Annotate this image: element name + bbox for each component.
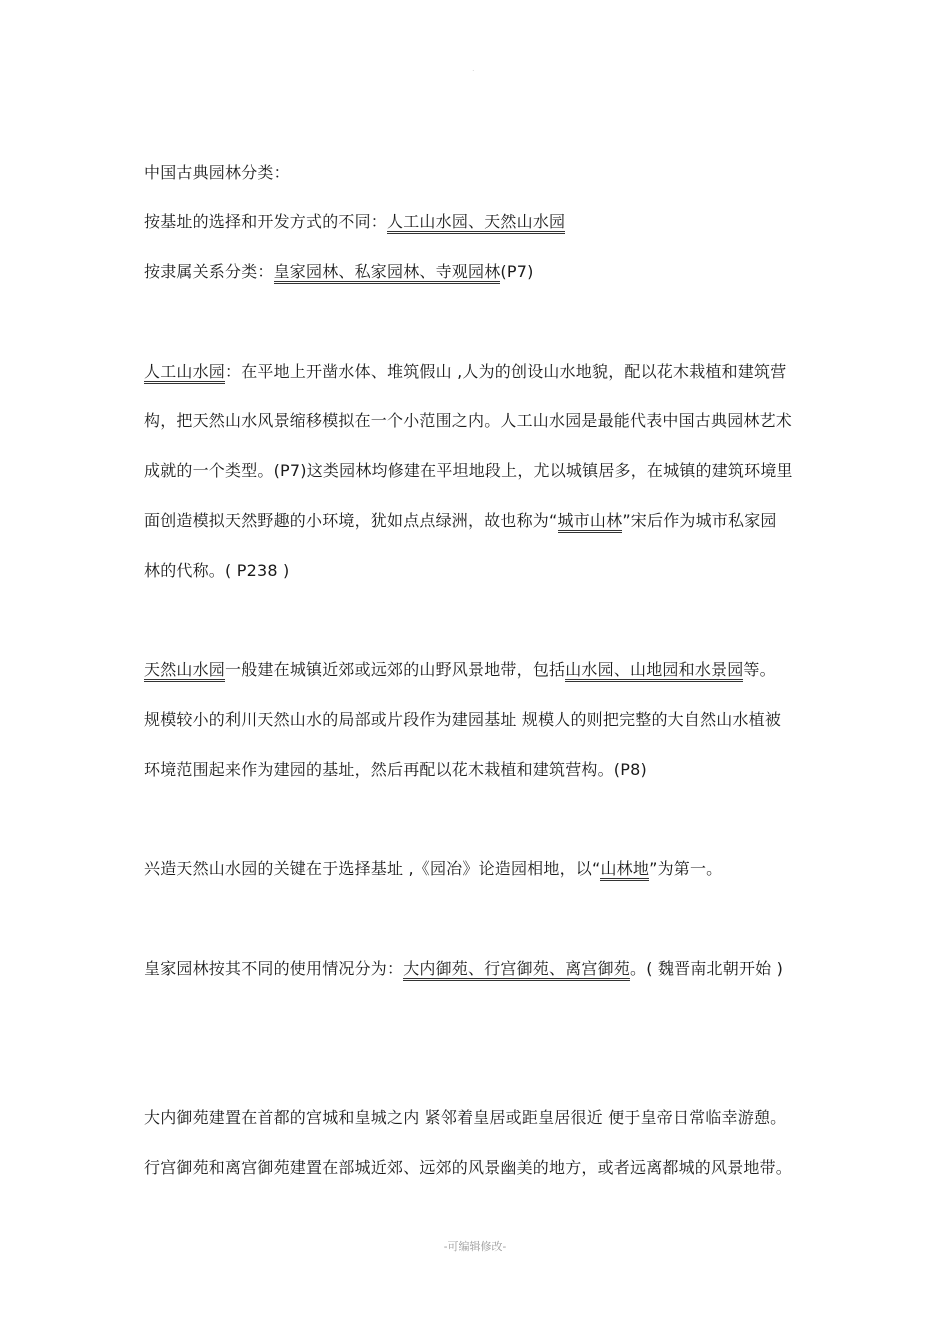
underlined-term: 城市山林 <box>558 511 623 533</box>
underlined-term: 山林地 <box>600 859 649 881</box>
text-span: 一般建在城镇近郊或远郊的山野风景地带，包括 <box>225 660 566 679</box>
text-span: 兴造天然山水园的关键在于选择基址 ,《园冶》论造园相地，以“ <box>144 859 601 878</box>
text-span: 面创造模拟天然野趣的小环境，犹如点点绿洲，故也称为“ <box>144 511 558 530</box>
text-span: ：在平地上开凿水体、堆筑假山 ,人为的创设山水地貌，配以花木栽植和建筑营 <box>225 362 787 381</box>
paragraph-site-selection <box>144 858 814 880</box>
paragraph-royal-gardens <box>144 958 814 980</box>
underlined-term: 人工山水园 <box>144 362 225 384</box>
text-line <box>144 510 814 532</box>
underlined-term: 皇家园林、私家园林、寺观园林 <box>274 262 501 284</box>
underlined-term: 大内御苑、行宫御苑、离宫御苑 <box>403 959 630 981</box>
classification-prefix: 按隶属关系分类： <box>144 262 274 281</box>
paragraph-palace-garden: 行宫御苑和离宫御苑建置在部城近郊、远郊的风景幽美的地方，或者远离都城的风景地带。 <box>144 1158 793 1177</box>
text-span: ”为第一。 <box>649 859 723 878</box>
text-span: 皇家园林按其不同的使用情况分为： <box>144 959 404 978</box>
classification-prefix: 按基址的选择和开发方式的不同： <box>144 212 388 231</box>
text-line: 环境范围起来作为建园的基址，然后再配以花木栽植和建筑营构。(P8) <box>144 760 647 779</box>
classification-by-owner <box>144 261 814 283</box>
text-span: ”宋后作为城市私家园 <box>622 511 777 530</box>
text-line <box>144 361 814 383</box>
underlined-term: 人工山水园、天然山水园 <box>387 212 565 234</box>
underlined-term: 山水园、山地园和水景园 <box>565 660 743 682</box>
text-span: 等。 <box>743 660 776 679</box>
paragraph-inner-garden: 大内御苑建置在首都的宫城和皇城之内 紧邻着皇居或距皇居很近 便于皇帝日常临幸游憩。 <box>144 1108 787 1127</box>
text-span: 。( 魏晋南北朝开始 ) <box>630 959 784 978</box>
text-line: 构，把天然山水风景缩移模拟在一个小范围之内。人工山水园是最能代表中国古典园林艺术 <box>144 411 793 430</box>
header-mark: . <box>472 64 475 73</box>
text-line: 规模较小的利川天然山水的局部或片段作为建园基址 规模人的则把完整的大自然山水植被 <box>144 710 782 729</box>
text-line: 林的代称。( P238 ) <box>144 561 290 580</box>
heading-text: 中国古典园林分类： <box>144 163 290 182</box>
text-line <box>144 659 814 681</box>
heading <box>144 162 814 184</box>
page-reference: (P7) <box>500 262 534 281</box>
page-footer: -可编辑修改- <box>443 1240 507 1253</box>
text-line: 成就的一个类型。(P7)这类园林均修建在平坦地段上，尤以城镇居多，在城镇的建筑环境里 <box>144 461 793 480</box>
classification-by-site <box>144 211 814 233</box>
underlined-term: 天然山水园 <box>144 660 225 682</box>
